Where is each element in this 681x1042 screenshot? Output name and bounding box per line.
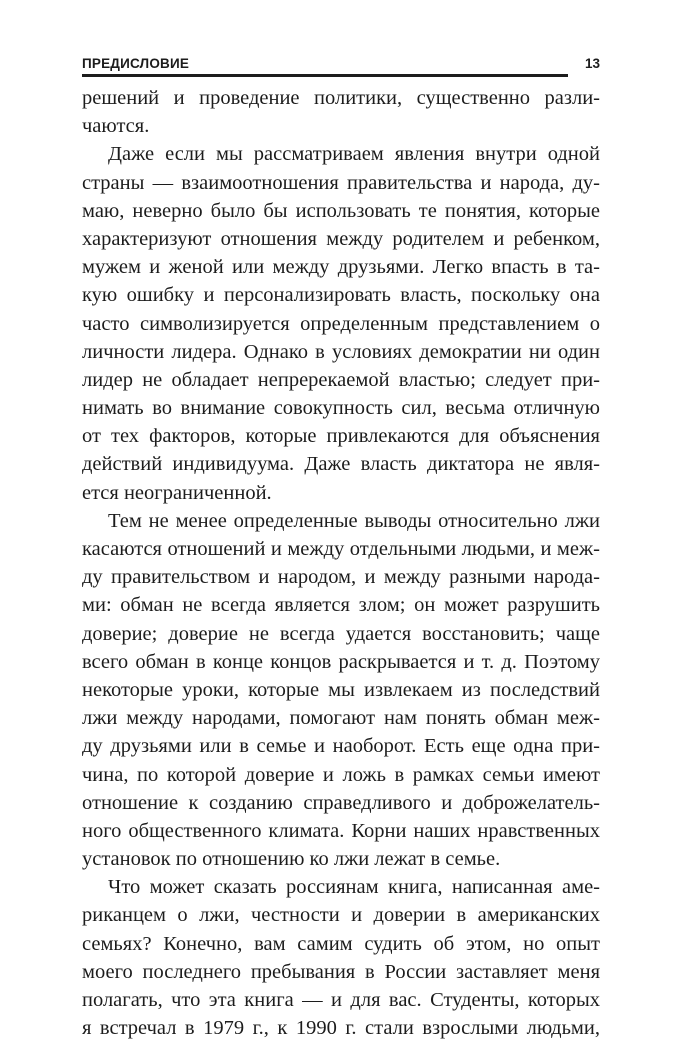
text-line: отношение к созданию справедливого и доброжелатель- [82,791,600,814]
text-line: ду правительством и народом, и между разными народа- [82,566,600,589]
text-line: страны — взаимоотношения правительства и народа, ду- [82,171,600,194]
running-header [82,54,600,76]
text-line: лжи между народами, помогают нам понять обман меж- [82,707,600,730]
page-number: 13 [584,56,600,71]
text-line: доверие; доверие не всегда удается восстановить; чаще [82,622,600,645]
text-line: я встречал в 1979 г., к 1990 г. стали взрослыми людьми, [82,1017,600,1040]
text-line: полагать, что эта книга — и для вас. Студенты, которых [82,989,600,1011]
header-rule [82,74,568,77]
text-line: действий индивидуума. Даже власть диктатора не явля- [82,453,600,476]
text-line: риканцем о лжи, честности и доверии в американских [82,904,600,927]
text-line: маю, неверно было бы использовать те понятия, которые [82,199,600,222]
text-line: ду друзьями или в семье и наоборот. Есть еще одна при- [82,735,600,758]
text-line: мужем и женой или между друзьями. Легко впасть в та- [82,256,600,279]
text-line: моего последнего пребывания в России заставляет меня [82,960,600,983]
running-header-title: ПРЕДИСЛОВИЕ [82,56,190,71]
text-line: личности лидера. Однако в условиях демократии ни один [82,340,600,363]
text-line: чаются. [82,115,150,138]
text-line: характеризуют отношения между родителем и ребенком, [82,227,600,250]
paragraph [82,507,600,873]
text-line: Что может сказать россиянам книга, написанная аме- [108,876,600,899]
body-text [82,84,600,1042]
text-line: часто символизируется определенным представлением о [82,312,600,335]
text-line: установок по отношению ко лжи лежат в семье. [82,848,501,871]
text-line: чина, по которой доверие и ложь в рамках семьи имеют [82,763,600,786]
text-line: Даже если мы рассматриваем явления внутри одной [108,143,600,166]
text-line: ми: обман не всегда является злом; он может разрушить [82,594,600,617]
text-line: некоторые уроки, которые мы извлекаем из последствий [82,678,600,701]
text-line: Тем не менее определенные выводы относительно лжи [108,509,600,532]
paragraph [82,873,600,1042]
text-line: семьях? Конечно, вам самим судить об этом, но опыт [82,932,600,955]
text-line: всего обман в конце концов раскрывается и т. д. Поэтому [82,650,600,673]
paragraph [82,84,600,140]
text-line: от тех факторов, которые привлекаются для объяснения [82,425,600,448]
text-line: касаются отношений и между отдельными людьми, и меж- [82,538,600,560]
text-line: нимать во внимание совокупность сил, весьма отличную [82,397,600,420]
text-line: решений и проведение политики, существенно разли- [82,87,600,109]
paragraph [82,140,600,506]
text-line: ного общественного климата. Корни наших нравственных [82,819,600,842]
text-line: ется неограниченной. [82,481,272,504]
text-line: кую ошибку и персонализировать власть, поскольку она [82,284,600,307]
text-line: лидер не обладает непререкаемой властью; следует при- [82,368,600,391]
